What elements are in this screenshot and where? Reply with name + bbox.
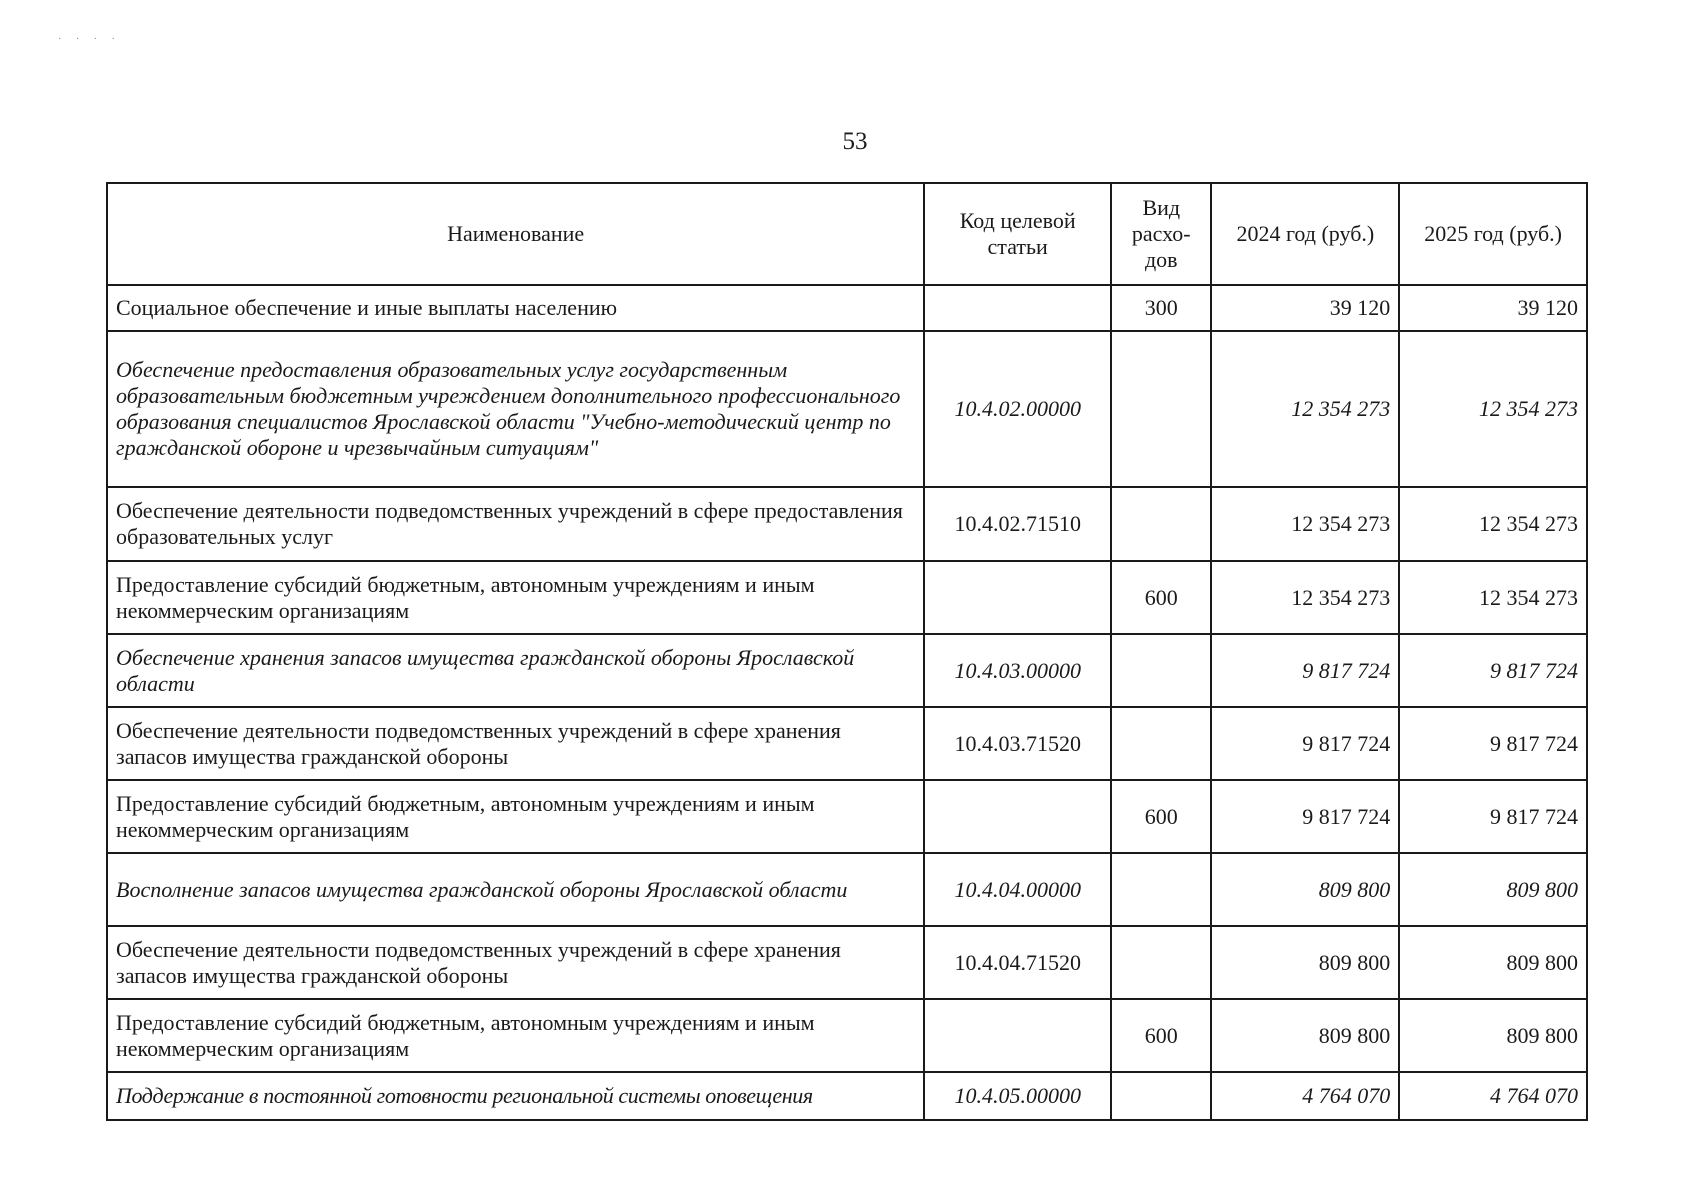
cell-name: Восполнение запасов имущества гражданской обороны Ярославской области <box>107 853 924 926</box>
cell-2024: 809 800 <box>1211 926 1399 999</box>
cell-2024: 809 800 <box>1211 999 1399 1072</box>
table-row <box>107 926 1587 999</box>
cell-name: Предоставление субсидий бюджетным, автономным учреждениям и иным некоммерческим организациям <box>107 561 924 634</box>
cell-code <box>924 561 1111 634</box>
table-row <box>107 853 1587 926</box>
table-row <box>107 487 1587 561</box>
scan-artifact: · · · · <box>58 34 121 45</box>
cell-2025: 4 764 070 <box>1399 1072 1587 1120</box>
cell-2025: 12 354 273 <box>1399 561 1587 634</box>
cell-code: 10.4.02.71510 <box>924 487 1111 561</box>
cell-name: Поддержание в постоянной готовности региональной системы оповещения <box>107 1072 924 1120</box>
table-header-row <box>107 183 1587 285</box>
budget-table <box>106 182 1588 1121</box>
header-name: Наименование <box>107 183 924 285</box>
cell-2024: 809 800 <box>1211 853 1399 926</box>
cell-code: 10.4.05.00000 <box>924 1072 1111 1120</box>
cell-2025: 12 354 273 <box>1399 331 1587 487</box>
cell-name: Обеспечение деятельности подведомственных учреждений в сфере предоставления образовательных услуг <box>107 487 924 561</box>
cell-code: 10.4.02.00000 <box>924 331 1111 487</box>
cell-2024: 12 354 273 <box>1211 487 1399 561</box>
cell-name: Предоставление субсидий бюджетным, автономным учреждениям и иным некоммерческим организациям <box>107 999 924 1072</box>
header-code: Код целевой статьи <box>924 183 1111 285</box>
cell-expense-type: 600 <box>1111 999 1211 1072</box>
cell-expense-type <box>1111 1072 1211 1120</box>
cell-2024: 9 817 724 <box>1211 780 1399 853</box>
cell-2025: 809 800 <box>1399 926 1587 999</box>
cell-expense-type <box>1111 634 1211 707</box>
cell-code <box>924 285 1111 331</box>
cell-name: Обеспечение деятельности подведомственных учреждений в сфере хранения запасов имущества гражданской обороны <box>107 707 924 780</box>
cell-2024: 9 817 724 <box>1211 707 1399 780</box>
table-row <box>107 707 1587 780</box>
cell-name: Обеспечение хранения запасов имущества гражданской обороны Ярославской области <box>107 634 924 707</box>
cell-name: Обеспечение предоставления образовательных услуг государственным образовательным бюджетным учреждением дополнительного профессионального образования специалистов Ярославской области "Учебно-методический центр по гражданской обороне и чрезвычайным ситуациям" <box>107 331 924 487</box>
cell-code <box>924 999 1111 1072</box>
table-row <box>107 999 1587 1072</box>
cell-2025: 809 800 <box>1399 999 1587 1072</box>
cell-code <box>924 780 1111 853</box>
cell-expense-type <box>1111 487 1211 561</box>
cell-2024: 12 354 273 <box>1211 331 1399 487</box>
table-row <box>107 331 1587 487</box>
table-row <box>107 285 1587 331</box>
cell-2025: 9 817 724 <box>1399 634 1587 707</box>
table-row <box>107 780 1587 853</box>
cell-expense-type <box>1111 926 1211 999</box>
table-row <box>107 1072 1587 1120</box>
cell-2024: 12 354 273 <box>1211 561 1399 634</box>
cell-2024: 39 120 <box>1211 285 1399 331</box>
cell-name: Предоставление субсидий бюджетным, автономным учреждениям и иным некоммерческим организациям <box>107 780 924 853</box>
cell-2025: 9 817 724 <box>1399 707 1587 780</box>
page-number: 53 <box>842 128 868 155</box>
cell-code: 10.4.03.71520 <box>924 707 1111 780</box>
cell-2025: 809 800 <box>1399 853 1587 926</box>
cell-name: Социальное обеспечение и иные выплаты населению <box>107 285 924 331</box>
header-year-2024: 2024 год (руб.) <box>1211 183 1399 285</box>
cell-2025: 12 354 273 <box>1399 487 1587 561</box>
cell-code: 10.4.03.00000 <box>924 634 1111 707</box>
cell-name: Обеспечение деятельности подведомственных учреждений в сфере хранения запасов имущества гражданской обороны <box>107 926 924 999</box>
cell-2024: 9 817 724 <box>1211 634 1399 707</box>
header-expense-type: Вид расхо-дов <box>1111 183 1211 285</box>
cell-2025: 39 120 <box>1399 285 1587 331</box>
table-row <box>107 561 1587 634</box>
cell-expense-type <box>1111 331 1211 487</box>
cell-expense-type: 300 <box>1111 285 1211 331</box>
cell-expense-type: 600 <box>1111 780 1211 853</box>
header-year-2025: 2025 год (руб.) <box>1399 183 1587 285</box>
table-row <box>107 634 1587 707</box>
cell-2025: 9 817 724 <box>1399 780 1587 853</box>
cell-expense-type: 600 <box>1111 561 1211 634</box>
cell-expense-type <box>1111 853 1211 926</box>
cell-expense-type <box>1111 707 1211 780</box>
cell-code: 10.4.04.71520 <box>924 926 1111 999</box>
cell-2024: 4 764 070 <box>1211 1072 1399 1120</box>
cell-code: 10.4.04.00000 <box>924 853 1111 926</box>
